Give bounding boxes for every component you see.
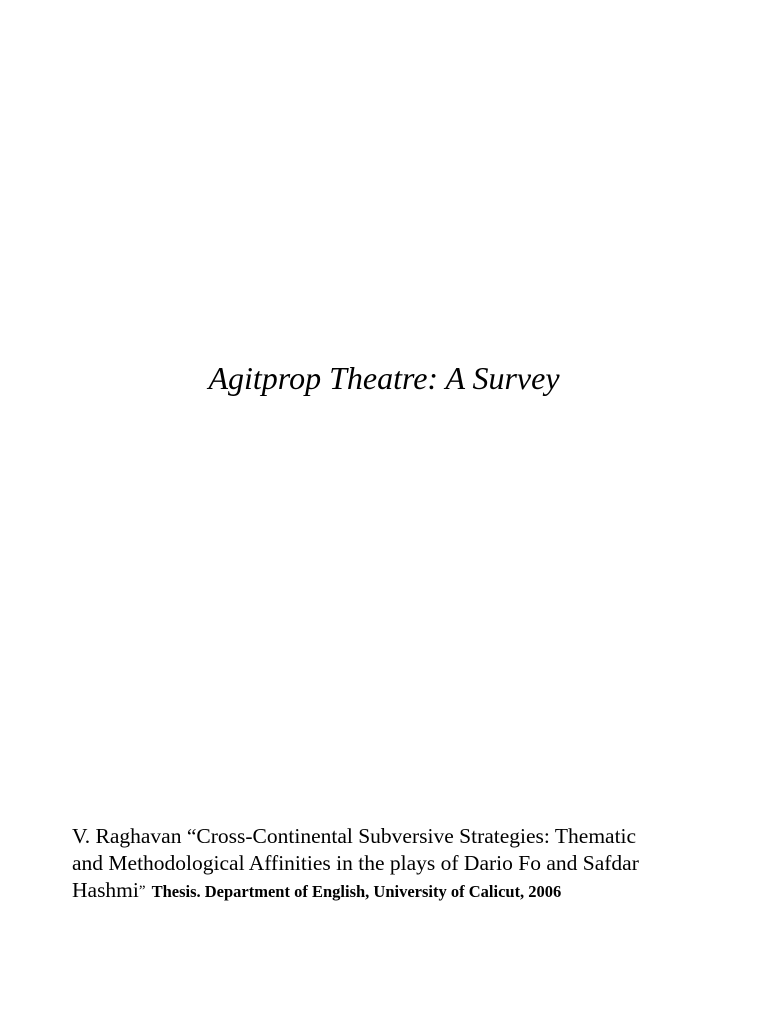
citation-closing-quote: ” xyxy=(138,883,146,899)
citation-thesis-note: Thesis. Department of English, University of Calicut, 2006 xyxy=(151,882,562,901)
citation-line-2: and Methodological Affinities in the plays of Dario Fo and Safdar xyxy=(72,851,639,875)
citation-author-surname: Hashmi xyxy=(72,878,139,902)
document-title: Agitprop Theatre: A Survey xyxy=(208,360,560,396)
citation-block xyxy=(72,823,712,905)
citation-line-1: V. Raghavan “Cross-Continental Subversive Strategies: Thematic xyxy=(72,824,637,848)
citation-line-3 xyxy=(72,877,712,905)
